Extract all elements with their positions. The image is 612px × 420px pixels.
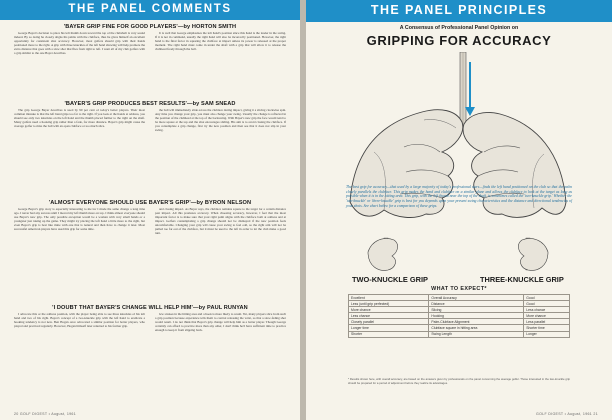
section-heading: 'BAYER GRIP FINE FOR GOOD PLAYERS'—by HORTON SMITH: [63, 24, 237, 30]
two-knuckle-cell: Longer time: [349, 325, 429, 331]
two-knuckle-cell: Excellent: [349, 295, 429, 301]
comment-section-runyan: [14, 305, 286, 408]
three-knuckle-cell: Longer: [524, 331, 570, 337]
criterion-cell: Slicing: [429, 307, 524, 313]
criterion-cell: Clubface square in hitting area: [429, 325, 524, 331]
criterion-cell: Overall Accuracy: [429, 295, 524, 301]
comment-section-snead: [14, 101, 286, 172]
left-header-bar: [0, 0, 300, 20]
right-header-bar: [306, 0, 612, 22]
two-knuckle-cell: Less chance: [349, 313, 429, 319]
section-heading: 'BAYER'S GRIP PRODUCES BEST RESULTS'—by SAM SNEAD: [64, 101, 236, 107]
column-text: The grip George Bayer describes is used by 90 per cent of today's better players. Their most common mistake is that the left hand grips too far to the right. If you look at the hands at address, you should see only two knuckles on the left hand and the thumb placed further to the right on the shaft. Many golfers need a hooking grip rather than a fade, for more distance. Bayer's grip might cause the average golfer to miss the ball with an open clubface or too much slice.: [14, 109, 145, 128]
comment-section-nelson: [14, 200, 286, 304]
three-knuckle-grip-hand: [518, 238, 548, 270]
panel-comments-title: THE PANEL COMMENTS: [68, 3, 232, 15]
two-knuckle-cell: Closely parallel: [349, 319, 429, 325]
left-page: [0, 0, 300, 420]
two-knuckle-cell: More chance: [349, 307, 429, 313]
three-knuckle-cell: Less chance: [524, 307, 570, 313]
page-folio: GOLF DIGEST • August, 1961 21: [535, 412, 598, 416]
grip-explanation-text: The best grip for accuracy—that used by a large majority of today's professional stars—finds the left hand positioned on the club so that the palm closely parallels the clubface. This grip makes the hand and clubface on a similar plane and allows the clubface to look at the target as long as possible when it is in the hitting area. This grip, with the left thumb near the top of the shaft, is sometimes called the 'two-knuckle grip.' Whether the 'two-knuckle' or 'three-knuckle' grip is best for you depends upon your present swing characteristics and the distance and directional tendencies of your shots. See chart below for a comparison of these grips.: [346, 185, 572, 208]
section-heading: 'I DOUBT THAT BAYER'S CHANGE WILL HELP HIM'—by PAUL RUNYAN: [52, 305, 248, 311]
two-knuckle-cell: Less (until grip perfected): [349, 301, 429, 307]
comparison-table: [348, 294, 570, 338]
three-knuckle-label: THREE-KNUCKLE GRIP: [480, 275, 564, 284]
what-to-expect-title: WHAT TO EXPECT*: [431, 286, 487, 292]
panel-principles-title: THE PANEL PRINCIPLES: [370, 3, 548, 17]
column-text: George Bayer's decision to place his left thumb down toward the top of the clubshaft is very sound indeed. By so doing he closely aligns his palms with the clubface, thus he gives himself an excellent opportunity for consistent shot accuracy. However, most golfers should grip with their hands positioned more to the right. A grip with three knuckles of the left hand showing will help promote the extra distance that goes with a slow shot that flies from right to left. I want all of my club golfers with a grip similar to the one Bayer describes.: [14, 32, 145, 55]
gripping-hands-illustration: [344, 52, 572, 272]
column-text: George Bayer's grip story is especially interesting to me for I made the same change a long time ago. I never had any success until I moved my left thumb more on top. I think almost everyone should use Bayer's new grip. The only possible exception would be a woman with very small hands or a youngster just taking up the game. They might try placing the left hand a little more to the right, but even Bayer's grip is best like mine with one that is natural and then have to change it later. Most successful American players have used this grip for some time.: [14, 208, 145, 231]
three-knuckle-cell: Good: [524, 295, 570, 301]
criterion-cell: Hooking: [429, 313, 524, 319]
article-title: GRIPPING FOR ACCURACY: [366, 33, 552, 48]
three-knuckle-cell: More chance: [524, 313, 570, 319]
three-knuckle-cell: Good: [524, 301, 570, 307]
footnote-text: * Results shown here, with overall accuracy, are based on the answers given by professionals on the panel concerning the average golfer. Those interested in the two-knuckle grip should be prepared for a period of adjustment before they realize its advantages.: [348, 377, 570, 385]
consensus-subtitle: A Consensus of Professional Panel Opinion on: [399, 25, 519, 31]
column-text: few strokes in the hitting area and a hook is more likely to result. Yet, many players slice from such a grip position because experience tells them to control releasing the wrist, so that a slow-fading shot would result. I do not think that Bayer's grip change will help him as a better player. Though George certainly can afford to practice more than any other, I don't think he'd have sufficient time to practice enough to keep it from slipping back.: [155, 313, 286, 332]
section-heading: 'ALMOST EVERYONE SHOULD USE BAYER'S GRIP'—by BYRON NELSON: [48, 200, 252, 206]
right-page: [306, 0, 612, 420]
three-knuckle-cell: Less parallel: [524, 319, 570, 325]
page-folio: 20 GOLF DIGEST • August, 1961: [14, 412, 77, 416]
two-knuckle-cell: Shorter: [349, 331, 429, 337]
two-knuckle-grip-hand: [368, 238, 398, 270]
column-text: the ball will immediately slide across the clubface during impact, giving it a slicing clockwise spin. Any time you change your grip, you must also change your swing. Usually the change is reflected in the position of the clubhead at the top of the backswing. With Bayer's new grip the face would tend to be more square at the top and the shot encourages sliding. His aim is to avoid closing the clubface. If you contemplate a grip change, first try the new position and then see that it does not slip in your swing.: [155, 109, 286, 132]
column-text: and closing impact. As Bayer says, the clubface remains square to the target for a certain distance past impact. All this promotes accuracy. When choosing accuracy, however, I feel that the most important factor is to make sure that your right palm aligns with the clubface both at address and at impact. Golfers contemplating a grip change should not be dismayed if the new position feels uncomfortable. Changing your grip will cause your swing to feel odd, so the right arm will not be pulled too far out of the clubface, but it must be used to the left in order to let the club make a good turn.: [155, 208, 286, 235]
comment-section-smith: [14, 24, 286, 95]
three-knuckle-cell: Shorter time: [524, 325, 570, 331]
table-row: [349, 331, 570, 337]
criterion-cell: Distance: [429, 301, 524, 307]
criterion-cell: Palm-Clubface Alignment: [429, 319, 524, 325]
two-knuckle-label: TWO-KNUCKLE GRIP: [352, 275, 428, 284]
column-text: I advocate this or the address position, with the player being able to see three knuckles of his left hand and two of his right. Bayer's concept of a two-knuckle grip with the left hand to eradicate a hooking tendency is not new. Ben Hogan once advocated a similar position for better players, who played and practiced regularly. However, Hogan himself later returned to his former grip.: [14, 313, 145, 328]
column-text: It is well that George emphasizes the left hand's position since this hand is the leader in the swing. If it is not in command, usually the right hand will also be incorrectly positioned. However, the right hand is the final factor in squaring the clubface at impact unless its power is released at the proper moment. The right hand must come in under the shaft with a grip that will allow it to release the clubhead freely through the ball.: [155, 32, 286, 51]
criterion-cell: Swing Length: [429, 331, 524, 337]
